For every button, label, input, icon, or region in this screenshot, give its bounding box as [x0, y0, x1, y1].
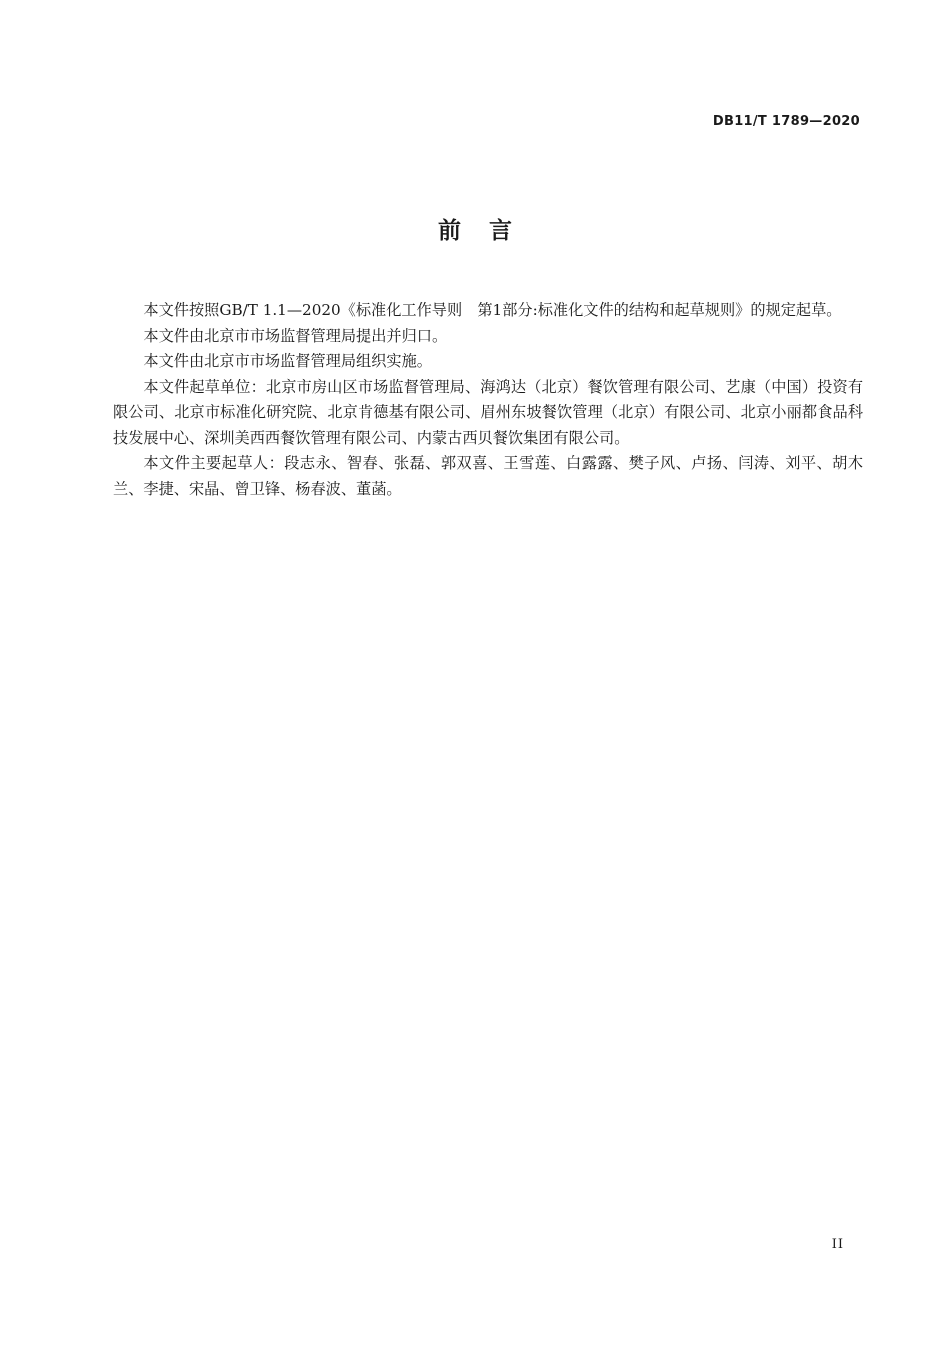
page-title: 前言	[438, 218, 540, 244]
paragraph-proposer: 本文件由北京市市场监督管理局提出并归口。	[143, 326, 448, 345]
paragraph-implementer: 本文件由北京市市场监督管理局组织实施。	[143, 352, 432, 370]
document-number: DB11/T 1789—2020	[712, 114, 860, 129]
paragraph-drafting-units: 本文件起草单位：北京市房山区市场监督管理局、海鸿达（北京）餐饮管理有限公司、艺康（中国）投资有限公司、北京市标准化研究院、北京肯德基有限公司、眉州东坡餐饮管理（北京）有限公司、北京小丽都食品科技发展中心、深圳美西西餐饮管理有限公司、内蒙古西贝餐饮集团有限公司。	[113, 377, 863, 447]
paragraph-drafters: 本文件主要起草人：段志永、智春、张磊、郭双喜、王雪莲、白露露、樊子风、卢扬、闫涛、刘平、胡木兰、李捷、宋晶、曾卫锋、杨春波、董菡。	[113, 454, 863, 498]
paragraph-drafting-rules: 本文件按照GB/T 1.1—2020《标准化工作导则 第1部分:标准化文件的结构和起草规则》的规定起草。	[143, 301, 842, 319]
preface-body	[113, 298, 863, 502]
page-number: II	[831, 1237, 844, 1252]
